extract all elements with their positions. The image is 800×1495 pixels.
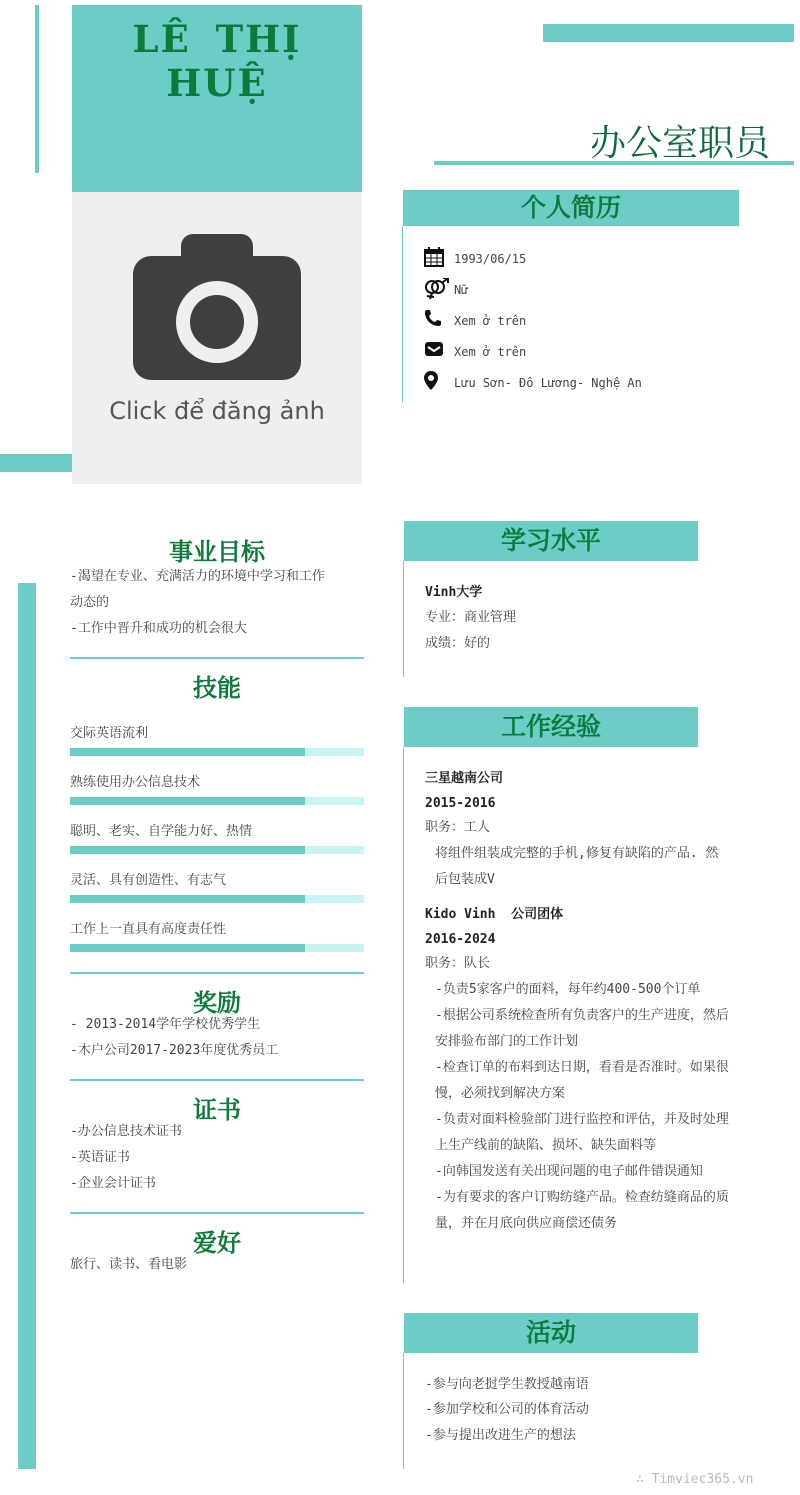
calendar-icon [424,247,444,267]
school-name: Vinh大学 [425,585,483,600]
certificate-line: -英语证书 [70,1150,130,1165]
camera-icon [127,230,307,390]
job-duty-line: 后包装成V [435,872,495,887]
photo-upload[interactable] [72,192,362,484]
gender-value: Nữ [454,283,469,297]
skill-bar-fill [70,797,305,805]
job-duty-line: 安排验布部门的工作计划 [435,1034,579,1049]
experience-heading [404,707,698,747]
personal-heading-text: 个人简历 [520,193,621,222]
job-period: 2015-2016 [425,796,496,811]
section-divider [70,1212,364,1214]
skill-label: 聪明、老实、自学能力好、热情 [70,824,253,839]
activities-heading-text: 活动 [525,1318,576,1347]
decor-bar-top-right [543,24,794,42]
name-banner [72,5,362,192]
skill-bar-fill [70,846,305,854]
job-duty-line: 量，并在月底向供应商偿还债务 [435,1216,618,1231]
photo-caption: Click để đăng ảnh [109,397,325,425]
education-grade: 成绩：好的 [425,636,491,651]
section-divider [70,657,364,659]
job-duty-line: 慢，必须找到解决方案 [435,1086,566,1101]
education-divider [403,561,404,677]
skill-label: 熟练使用办公信息技术 [70,775,201,790]
objective-line: -工作中晋升和成功的机会很大 [70,621,247,636]
skills-heading: 技能 [193,674,241,702]
objective-line: -渴望在专业、充满活力的环境中学习和工作 [70,569,325,584]
skill-bar [70,895,364,903]
section-divider [70,1079,364,1081]
award-line: -木户公司2017-2023年度优秀员工 [70,1043,279,1058]
skill-label: 工作上一直具有高度责任性 [70,922,227,937]
email-icon [424,340,444,358]
logo-icon: ∴ [636,1472,652,1487]
activity-line: -参与提出改进生产的想法 [425,1428,576,1443]
skill-label: 灵活、具有创造性、有志气 [70,873,227,888]
location-icon [424,371,438,391]
skill-bar [70,748,364,756]
award-line: - 2013-2014学年学校优秀学生 [70,1017,261,1032]
experience-divider [403,747,404,1283]
address-value: Lưu Sơn- Đô Lương- Nghệ An [454,376,642,390]
certificate-line: -企业会计证书 [70,1176,156,1191]
job-duty-line: -检查订单的布料到达日期，看看是否准时。如果很 [435,1060,729,1075]
skill-bar-fill [70,895,305,903]
job-duty-line: -负责对面料检验部门进行监控和评估，并及时处理 [435,1112,729,1127]
phone-value: Xem ở trên [454,314,527,328]
objective-line: 动态的 [70,595,110,610]
education-heading-text: 学习水平 [500,526,601,555]
job-company: Kido Vinh 公司团体 [425,907,564,922]
birthdate-value: 1993/06/15 [454,252,527,266]
skill-bar [70,797,364,805]
job-role: 职务：工人 [425,820,491,835]
activity-line: -参加学校和公司的体育活动 [425,1402,589,1417]
decor-bar-left-mid [0,454,72,472]
skill-bar-fill [70,944,305,952]
footer-brand: Timviec365.vn [651,1472,754,1487]
experience-heading-text: 工作经验 [500,712,601,741]
footer-watermark [636,1472,753,1487]
activities-divider [403,1353,404,1469]
activity-line: -参与向老挝学生教授越南语 [425,1377,589,1392]
job-company: 三星越南公司 [425,771,504,786]
job-duty-line: -负责5家客户的面料，每年约400-500个订单 [435,982,701,997]
education-major: 专业：商业管理 [425,610,517,625]
candidate-name: LÊ THỊ HUỆ [132,17,302,105]
objective-heading: 事业目标 [169,538,265,566]
personal-heading [403,190,739,226]
hobbies-heading: 爱好 [193,1229,241,1257]
hobbies-text: 旅行、读书、看电影 [70,1257,188,1272]
education-heading [404,521,698,561]
activities-heading [404,1313,698,1353]
job-duty-line: -为有要求的客户订购纺缝产品。检查纺缝商品的质 [435,1190,729,1205]
gender-icon [424,278,450,300]
job-duty-line: 上生产线前的缺陷、损坏、缺失面料等 [435,1138,657,1153]
skill-bar [70,846,364,854]
certificates-heading: 证书 [193,1096,241,1124]
skill-bar-fill [70,748,305,756]
certificate-line: -办公信息技术证书 [70,1124,182,1139]
job-duty-line: 将组件组装成完整的手机,修复有缺陷的产品. 然 [435,846,719,861]
email-value: Xem ở trên [454,345,527,359]
job-duty-line: -向韩国发送有关出现问题的电子邮件错误通知 [435,1164,703,1179]
job-title: 办公室职员 [589,123,770,164]
skill-label: 交际英语流利 [70,726,149,741]
section-divider [70,972,364,974]
personal-divider [402,226,403,402]
phone-icon [424,309,442,327]
job-role: 职务：队长 [425,956,491,971]
skill-bar [70,944,364,952]
decor-bar-left-top [35,5,39,173]
job-duty-line: -根据公司系统检查所有负责客户的生产进度，然后 [435,1008,729,1023]
decor-bar-left-long [18,583,36,1469]
awards-heading: 奖励 [193,989,241,1017]
job-period: 2016-2024 [425,932,496,947]
